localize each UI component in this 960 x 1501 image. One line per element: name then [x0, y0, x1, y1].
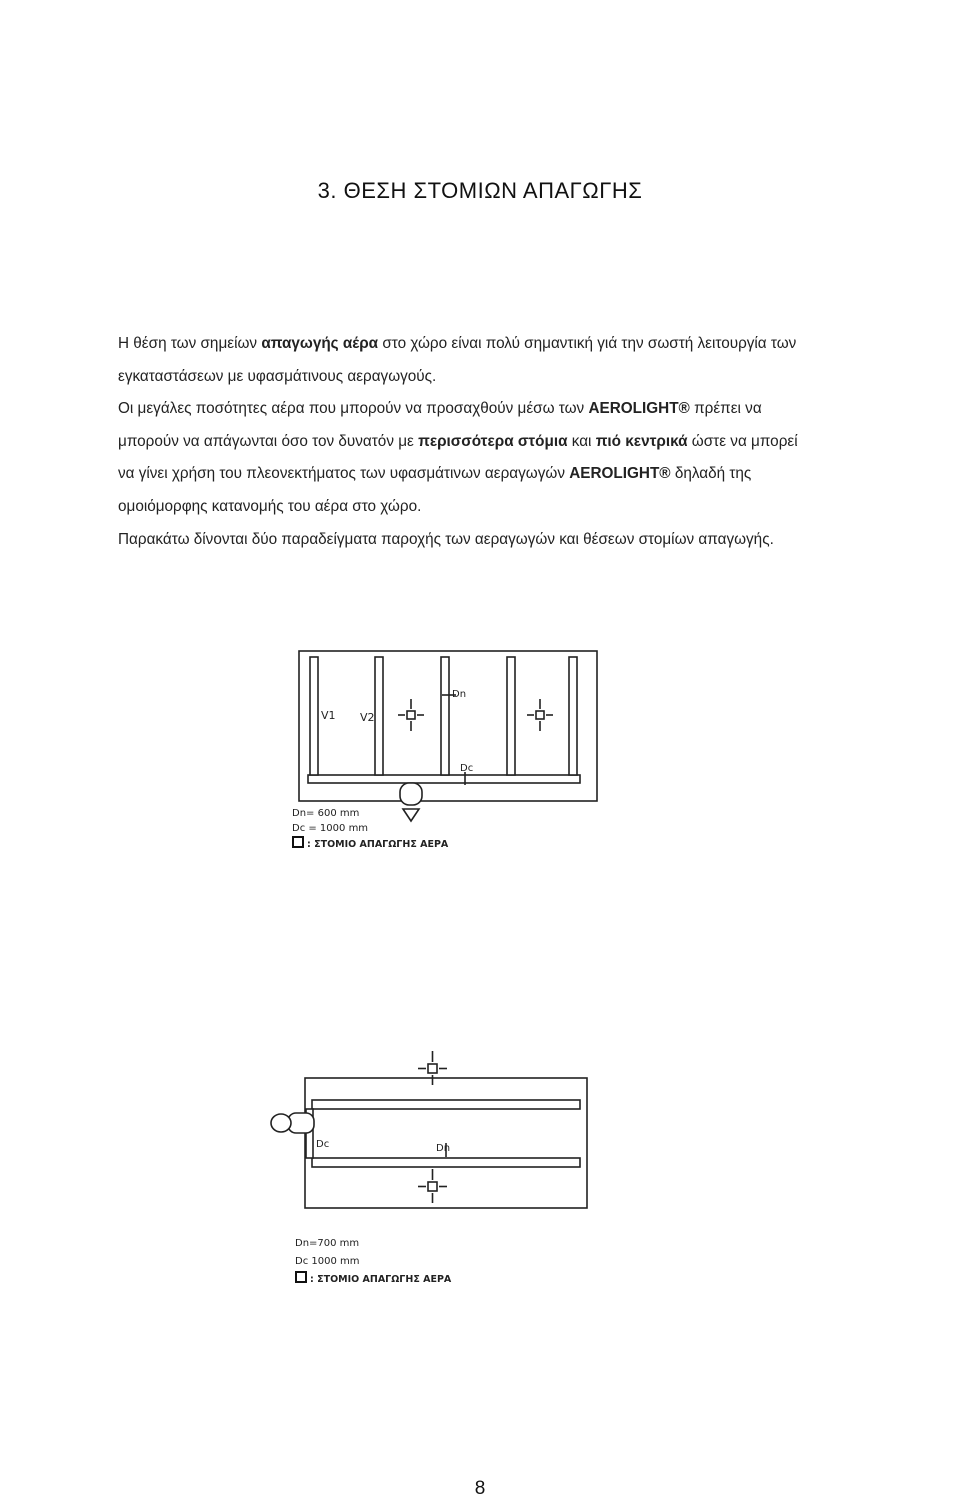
fan-motor-icon: [271, 1114, 291, 1132]
branch-duct: [375, 657, 383, 775]
body-text: [118, 328, 808, 556]
text-bold: πιό κεντρικά: [595, 432, 688, 450]
exhaust-outlet-icon: [536, 711, 544, 719]
diagram2-legend: [295, 1235, 451, 1289]
text-run: στο χώρο είναι πολύ σημαντική γιά την σωστή λειτουργία των εγκαταστάσεων με υφασμάτινους αεραγωγούς.: [118, 335, 797, 385]
fan-icon: [400, 783, 422, 805]
branch-duct: [310, 657, 318, 775]
text-run: δηλαδή της ομοιόμορφης κατανομής του αέρα στο χώρο.: [118, 465, 752, 515]
diagram1-legend: [292, 806, 448, 852]
text-run: Παρακάτω δίνονται δύο παραδείγματα παροχής των αεραγωγών και θέσεων στομίων απαγωγής.: [118, 530, 774, 548]
main-duct: [308, 775, 580, 783]
legend-key: [295, 1271, 451, 1289]
exhaust-outlet-icon: [407, 711, 415, 719]
label-dc: Dc: [316, 1139, 330, 1150]
branch-duct: [569, 657, 577, 775]
label-v1: V1: [321, 709, 336, 722]
fan-icon: [288, 1113, 314, 1133]
outlet-square-icon: [292, 836, 304, 848]
legend-dc: Dc 1000 mm: [295, 1256, 360, 1267]
legend-key-text: : ΣΤΟΜΙΟ ΑΠΑΓΩΓΗΣ ΑΕΡΑ: [310, 1274, 452, 1285]
label-dc: Dc: [460, 763, 474, 774]
legend-key: [292, 836, 448, 852]
section-title: 3. ΘΕΣΗ ΣΤΟΜΙΩΝ ΑΠΑΓΩΓΗΣ: [317, 178, 643, 203]
legend-dc: Dc = 1000 mm: [292, 823, 369, 834]
text-bold: AEROLIGHT®: [569, 465, 671, 483]
text-run: πρέπει να μπορούν να απάγωνται όσο τον δυνατόν με: [118, 400, 762, 450]
text-run: Η θέση των σημείων: [118, 335, 262, 352]
label-dn: Dn: [436, 1143, 451, 1154]
duct-layout-diagram-1: [290, 645, 620, 830]
exhaust-outlet-icon: [428, 1064, 437, 1073]
text-bold: περισσότερα στόμια: [418, 432, 568, 450]
text-run: ώστε να μπορεί να γίνει χρήση του πλεονεκτήματος των υφασμάτινων αεραγωγών: [118, 432, 798, 483]
label-dn: Dn: [452, 689, 467, 700]
legend-dn: Dn= 600 mm: [292, 808, 360, 819]
text-bold: απαγωγής αέρα: [261, 335, 379, 352]
label-v2: V2: [360, 711, 375, 724]
legend-dn: Dn=700 mm: [295, 1238, 360, 1249]
text-run: Οι μεγάλες ποσότητες αέρα που μπορούν να προσαχθούν μέσω των: [118, 400, 589, 418]
outlet-square-icon: [295, 1271, 307, 1283]
duct: [312, 1158, 580, 1167]
duct: [312, 1100, 580, 1109]
branch-duct: [441, 657, 449, 775]
page-number: 8: [474, 1478, 486, 1499]
exhaust-outlet-icon: [428, 1182, 437, 1191]
text-run: και: [567, 432, 596, 450]
duct-layout-diagram-2: [268, 1045, 608, 1215]
branch-duct: [507, 657, 515, 775]
legend-key-text: : ΣΤΟΜΙΟ ΑΠΑΓΩΓΗΣ ΑΕΡΑ: [307, 839, 449, 850]
text-bold: AEROLIGHT®: [588, 400, 690, 418]
